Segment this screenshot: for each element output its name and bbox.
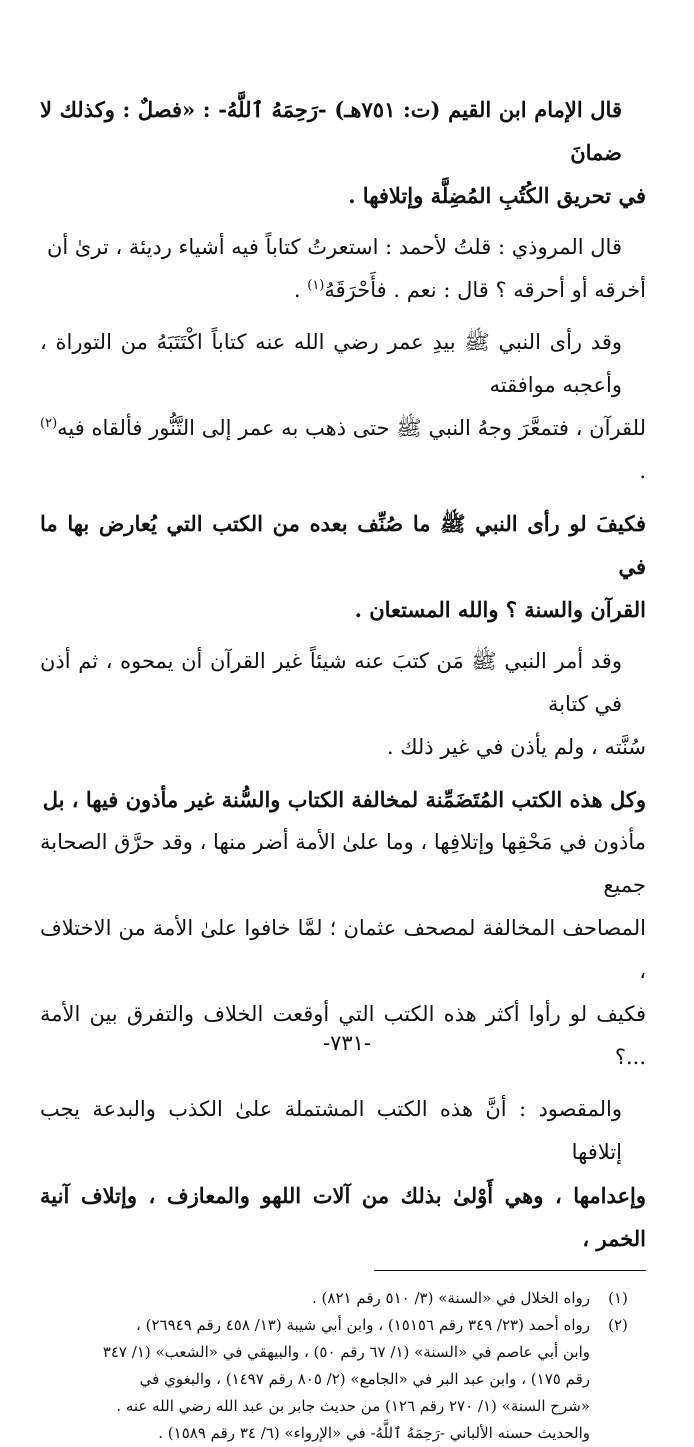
- footnote-line: والحديث حسنه الألباني -رَحِمَهُ ٱللَّهُ- في «الإرواء» (٦/ ٣٤ رقم ١٥٨٩) .: [158, 1424, 590, 1442]
- paragraph-marwazi: [40, 226, 646, 312]
- page-number: -٧٣١-: [322, 1031, 372, 1055]
- text-line: سُنَّته ، ولم يأذن في غير ذلك .: [386, 735, 646, 759]
- paragraph-how-if: [40, 502, 646, 631]
- text-line: والمقصود : أنَّ هذه الكتب المشتملة علىٰ الكذب والبدعة يجب إتلافها: [40, 1097, 622, 1164]
- text-fragment: .: [293, 278, 308, 302]
- footnote: [40, 1312, 646, 1447]
- footnote-line: رقم ١٧٥) ، وابن عبد البر في «الجامع» (٢/ ٨٠٥ رقم ١٤٩٧) ، والبغوي في: [139, 1370, 590, 1388]
- text-fragment: أخرقه أو أحرقه ؟ قال : نعم . فأَحْرَقَهُ: [324, 278, 646, 302]
- footnote-line: «شرح السنة» (١/ ٢٧٠ رقم ١٢٦) من حديث جابر بن عبد الله رضي الله عنه .: [116, 1397, 590, 1415]
- text-line: وقد رأى النبي ﷺ بيدِ عمر رضي الله عنه كتاباً اكْتَتَبَهُ من التوراة ، وأعجبه موافقته: [40, 330, 622, 397]
- text-line: وقد أمر النبي ﷺ مَن كتبَ عنه شيئاً غير القرآن أن يمحوه ، ثم أذن في كتابة: [40, 649, 622, 716]
- paragraph-umar-torah: [40, 321, 646, 493]
- paragraph-ibn-qayyim: [40, 88, 646, 217]
- footnote-line: رواه الخلال في «السنة» (٣/ ٥١٠ رقم ٨٢١) .: [312, 1289, 590, 1307]
- footnote-line: رواه أحمد (٢٣/ ٣٤٩ رقم ١٥١٥٦) ، وابن أبي شيبة (١٣/ ٤٥٨ رقم ٢٦٩٤٩) ،: [136, 1316, 590, 1334]
- footnote-divider: [374, 1270, 646, 1271]
- footnote-marker[interactable]: (٢): [40, 416, 58, 431]
- text-line: قال المروذي : قلتُ لأحمد : استعرتُ كتاباً فيه أشياء رديئة ، ترىٰ أن: [47, 235, 622, 259]
- text-line: في تحريق الكُتُبِ المُضِلَّة وإتلافها .: [348, 183, 646, 208]
- footnote-number: (١): [608, 1289, 628, 1307]
- text-fragment: .: [639, 459, 646, 483]
- footnote-line: وابن أبي عاصم في «السنة» (١/ ٦٧ رقم ٥٠) ، والبيهقي في «الشعب» (١/ ٣٤٧: [102, 1343, 590, 1361]
- text-line: وإعدامها ، وهي أَوْلىٰ بذلك من آلات اللهو والمعازف ، وإتلاف آنية الخمر ،: [40, 1183, 646, 1251]
- footnote-body: [40, 1285, 590, 1312]
- footnote-marker[interactable]: (١): [307, 278, 325, 293]
- text-line: فكيفَ لو رأى النبي ﷺ ما صُنِّف بعده من الكتب التي يُعارض بها ما في: [40, 511, 646, 579]
- text-line: القرآن والسنة ؟ والله المستعان .: [354, 597, 646, 622]
- text-line: فكيف لو رأوا أكثر هذه الكتب التي أوقعت الخلاف والتفرق بين الأمة ...؟: [40, 1002, 646, 1069]
- text-line: وكل هذه الكتب المُتَضَمِّنة لمخالفة الكتاب والسُّنة غير مأذون فيها ، بل: [42, 787, 646, 812]
- text-fragment: للقرآن ، فتمعَّرَ وجهُ النبي ﷺ حتى ذهب به عمر إلى التَّنُّور فألقاه فيه: [57, 416, 646, 440]
- footnote: [40, 1285, 646, 1312]
- text-line: المصاحف المخالفة لمصحف عثمان ؛ لمَّا خافوا علىٰ الأمة من الاختلاف ،: [40, 916, 646, 983]
- text-line: مأذون في مَحْقِها وإتلافِها ، وما علىٰ الأمة أضر منها ، وقد حرَّق الصحابة جميع: [40, 830, 646, 897]
- text-line: [40, 269, 646, 312]
- footnote-number: (٢): [608, 1316, 628, 1334]
- paragraph-conclusion: [40, 1088, 646, 1260]
- text-line: قال الإمام ابن القيم (ت: ٧٥١هـ) -رَحِمَهُ ٱللَّهُ- : «فصلٌ : وكذلك لا ضمانَ: [40, 97, 622, 165]
- text-line: [40, 407, 646, 493]
- paragraph-erase-command: [40, 640, 646, 769]
- footnote-body: [40, 1312, 590, 1447]
